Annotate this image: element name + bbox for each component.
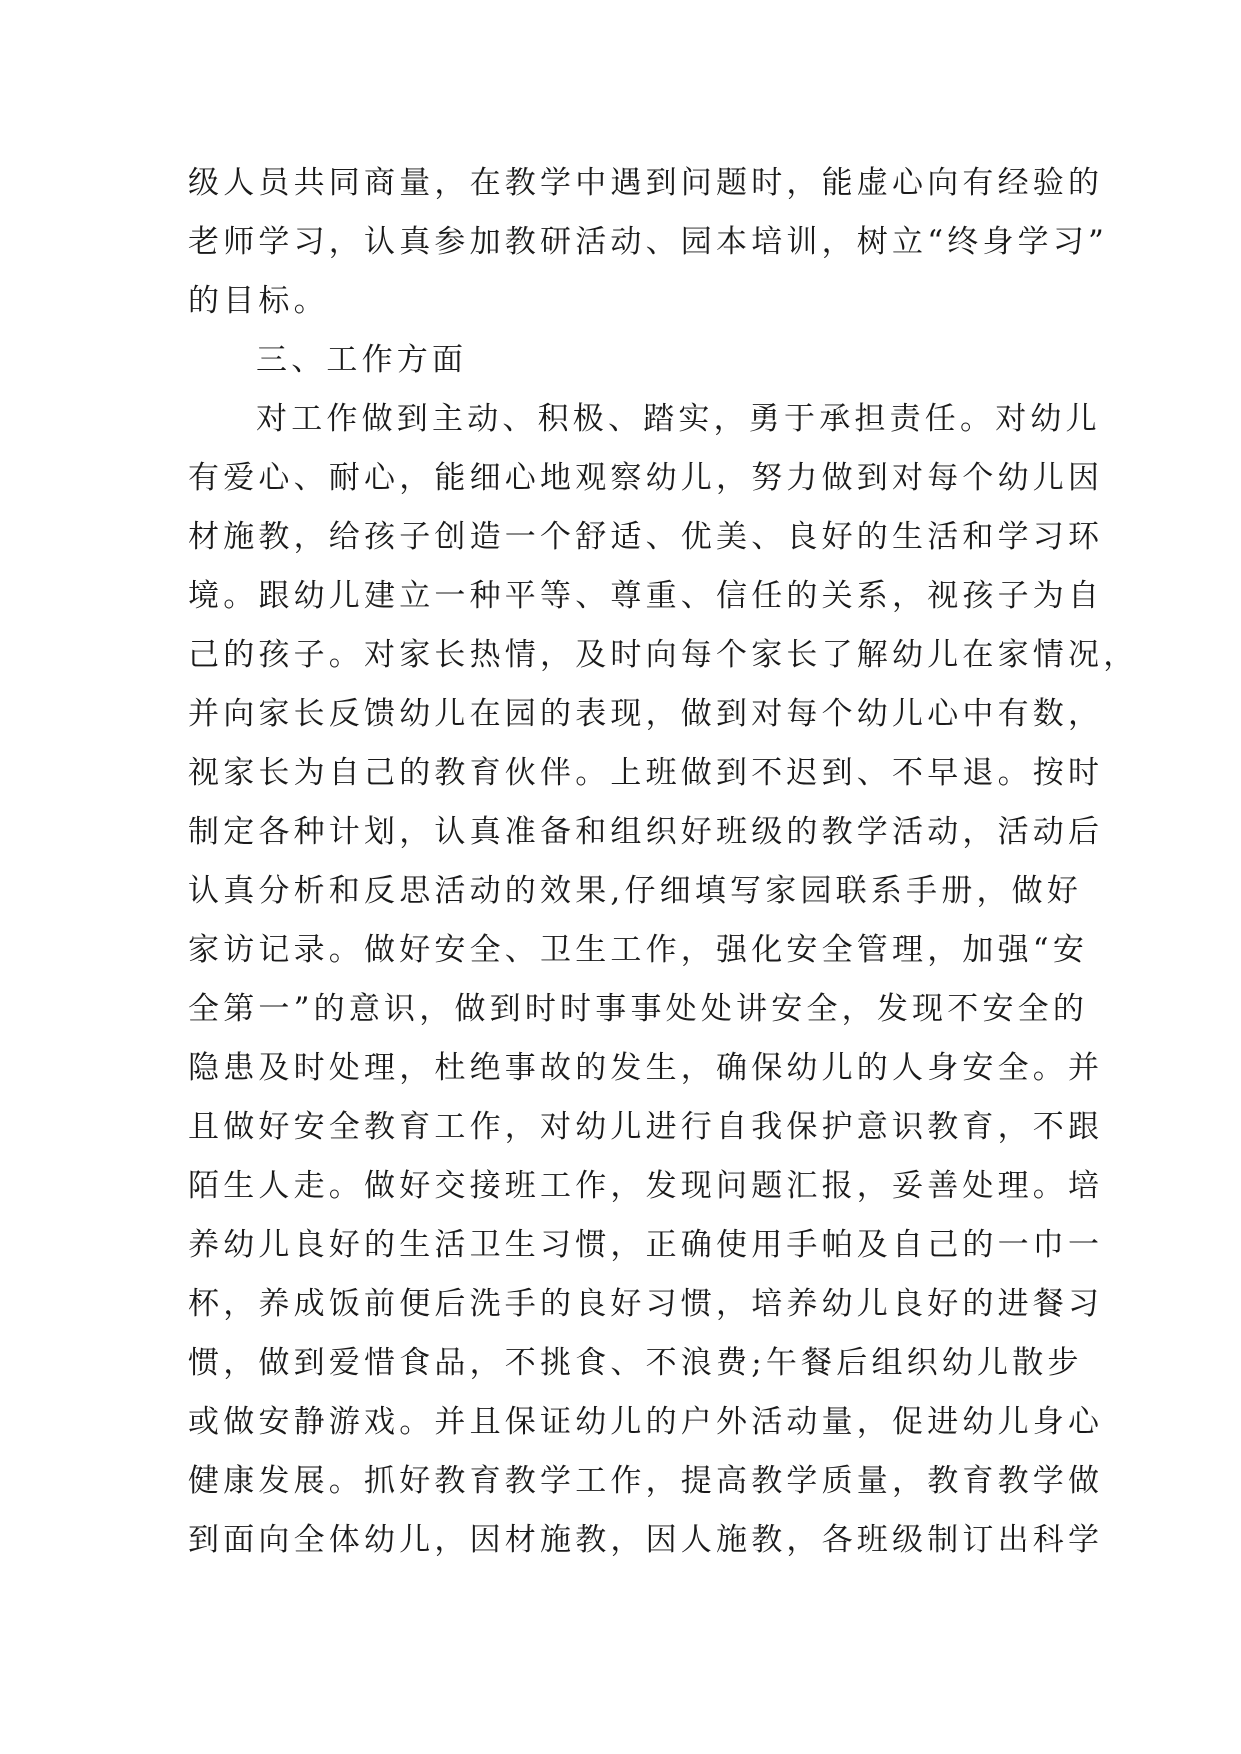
text-line: 且做好安全教育工作，对幼儿进行自我保护意识教育，不跟 [188,1109,1104,1145]
text-line: 己的孩子。对家长热情，及时向每个家长了解幼儿在家情况， [188,637,1139,673]
text-line: 视家长为自己的教育伙伴。上班做到不迟到、不早退。按时 [188,755,1104,791]
text-line: 家访记录。做好安全、卫生工作，强化安全管理，加强“安 [188,932,1089,968]
text-line: 到面向全体幼儿，因材施教，因人施教，各班级制订出科学 [188,1522,1104,1558]
text-line: 对工作做到主动、积极、踏实，勇于承担责任。对幼儿 [256,401,1101,437]
text-line: 陌生人走。做好交接班工作，发现问题汇报，妥善处理。培 [188,1168,1104,1204]
text-line: 惯，做到爱惜食品，不挑食、不浪费;午餐后组织幼儿散步 [188,1345,1083,1381]
text-line: 级人员共同商量，在教学中遇到问题时，能虚心向有经验的 [188,165,1104,201]
text-line: 三、工作方面 [256,342,468,378]
text-line: 养幼儿良好的生活卫生习惯，正确使用手帕及自己的一巾一 [188,1227,1104,1263]
text-line: 全第一”的意识，做到时时事事处处讲安全，发现不安全的 [188,991,1089,1027]
text-line: 制定各种计划，认真准备和组织好班级的教学活动，活动后 [188,814,1104,850]
text-line: 杯，养成饭前便后洗手的良好习惯，培养幼儿良好的进餐习 [188,1286,1104,1322]
text-line: 的目标。 [188,283,329,319]
text-line: 有爱心、耐心，能细心地观察幼儿，努力做到对每个幼儿因 [188,460,1104,496]
text-line: 认真分析和反思活动的效果,仔细填写家园联系手册，做好 [188,873,1083,909]
text-line: 隐患及时处理，杜绝事故的发生，确保幼儿的人身安全。并 [188,1050,1104,1086]
text-line: 并向家长反馈幼儿在园的表现，做到对每个幼儿心中有数， [188,696,1104,732]
text-line: 或做安静游戏。并且保证幼儿的户外活动量，促进幼儿身心 [188,1404,1104,1440]
text-line: 健康发展。抓好教育教学工作，提高教学质量，教育教学做 [188,1463,1104,1499]
body-text [188,154,1139,1570]
text-line: 材施教，给孩子创造一个舒适、优美、良好的生活和学习环 [188,519,1104,555]
text-line: 境。跟幼儿建立一种平等、尊重、信任的关系，视孩子为自 [188,578,1104,614]
text-line: 老师学习，认真参加教研活动、园本培训，树立“终身学习” [188,224,1109,260]
